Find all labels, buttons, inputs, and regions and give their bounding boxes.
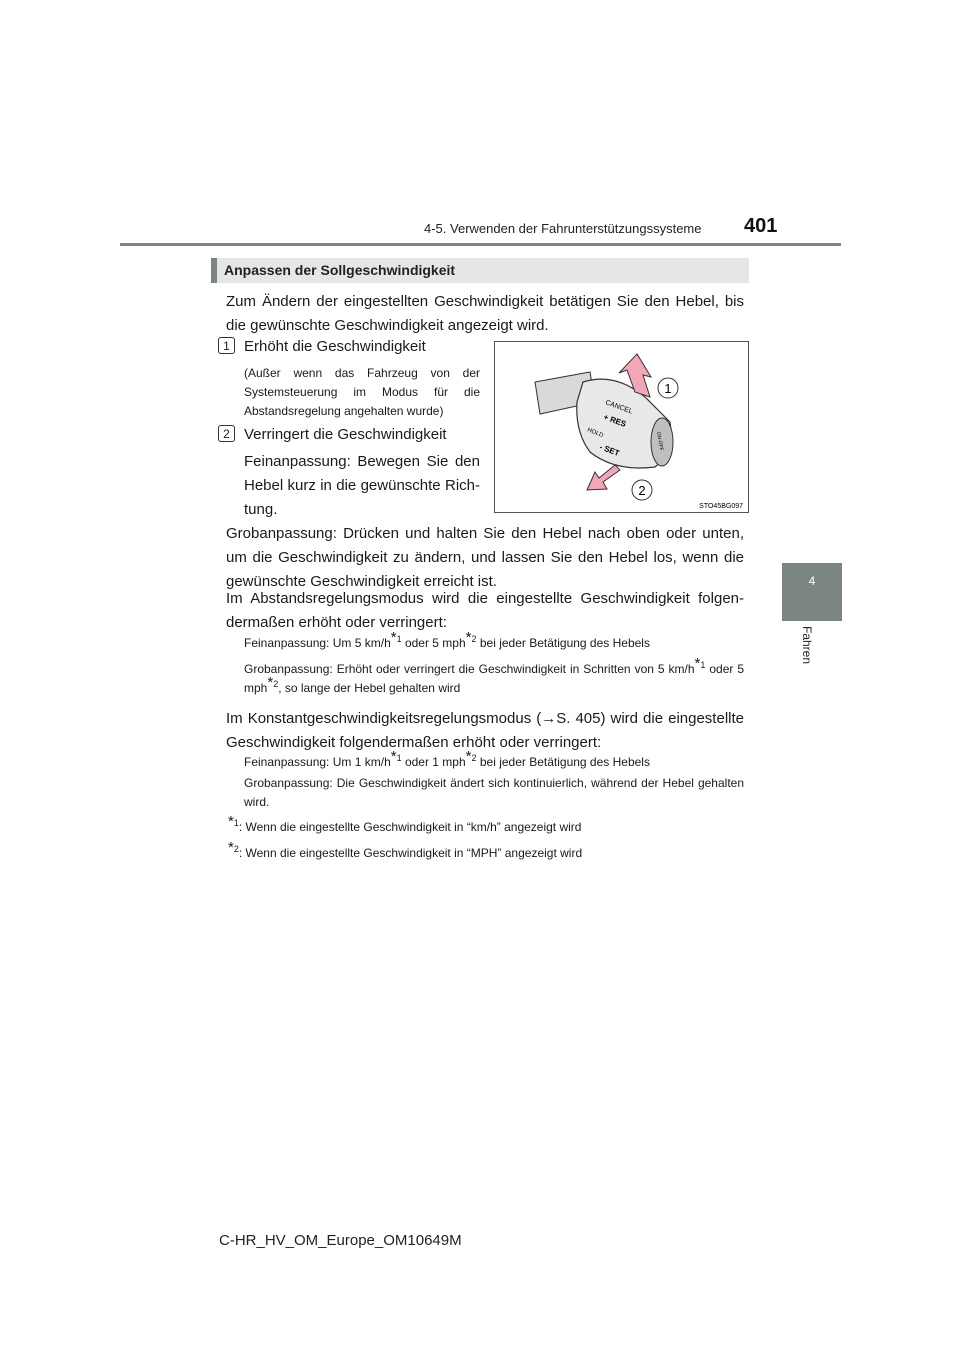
footnote-text-1: : Wenn die eingestellte Geschwindigkeit in “km/h” angezeigt wird bbox=[238, 820, 582, 834]
label-set: - SET bbox=[598, 442, 621, 458]
label-cancel: CANCEL bbox=[604, 399, 634, 416]
item-title-1: Erhöht die Geschwindigkeit bbox=[244, 338, 426, 355]
lever-figure bbox=[494, 341, 749, 513]
footnote-num-2: 2 bbox=[233, 844, 239, 854]
constant-coarse-line: Grobanpassung: Die Geschwindigkeit ändert sich kontinuierlich, während der Hebel gehalten wird. bbox=[244, 776, 744, 809]
lever-illustration bbox=[495, 342, 748, 512]
footnote-ref-2: 2 bbox=[471, 753, 477, 763]
footnote-ref-2: 2 bbox=[471, 634, 477, 644]
distance-coarse-line bbox=[244, 655, 745, 698]
footnote-marker: * bbox=[267, 674, 274, 691]
label-hold: HOLD bbox=[586, 427, 604, 440]
distance-fine-c: bei jeder Betätigung des Hebels bbox=[476, 636, 650, 650]
constant-fine-line bbox=[244, 748, 744, 772]
footnote-ref-2: 2 bbox=[273, 679, 279, 689]
footnote-ref-1: 1 bbox=[396, 634, 402, 644]
chapter-number: 4 bbox=[808, 574, 816, 588]
constant-fine-a: Feinanpassung: Um 1 km/h bbox=[244, 755, 391, 769]
footnote-marker: * bbox=[465, 748, 472, 765]
constant-mode-paragraph: Im Konstantgeschwindigkeitsregelungsmodus (→S. 405) wird die eingestellte Geschwindigkeit folgendermaßen erhöht oder verringert: bbox=[226, 710, 744, 751]
constant-fine-c: bei jeder Betätigung des Hebels bbox=[476, 755, 650, 769]
footnote-marker: * bbox=[390, 748, 397, 765]
arrow-down bbox=[587, 465, 620, 490]
page-number: 401 bbox=[744, 215, 778, 237]
footnote-marker: * bbox=[694, 655, 701, 672]
distance-fine-line bbox=[244, 629, 744, 653]
footnote-2 bbox=[228, 839, 748, 863]
footnote-ref-1: 1 bbox=[396, 753, 402, 763]
footnote-text-2: : Wenn die eingestellte Geschwindigkeit in “MPH” angezeigt wird bbox=[238, 846, 583, 860]
item-title-2: Verringert die Geschwindigkeit bbox=[244, 426, 447, 443]
label-on-off: ON-OFF bbox=[655, 431, 665, 452]
footnote-marker: * bbox=[465, 629, 472, 646]
distance-coarse-b: oder 5 mph bbox=[244, 662, 745, 695]
distance-fine-a: Feinanpassung: Um 5 km/h bbox=[244, 636, 391, 650]
distance-coarse-c: , so lange der Hebel gehalten wird bbox=[278, 681, 461, 695]
distance-coarse-a: Grobanpassung: Erhöht oder verringert die Geschwindigkeit in Schritten von 5 km/h bbox=[244, 662, 695, 676]
section-title: Anpassen der Sollgeschwindigkeit bbox=[224, 262, 456, 278]
footnote-ref-1: 1 bbox=[700, 660, 706, 670]
item-badge-2: 2 bbox=[218, 425, 235, 442]
callout-2-label: 2 bbox=[638, 483, 646, 498]
item-badge-1: 1 bbox=[218, 337, 235, 354]
chapter-label: Fahren bbox=[800, 626, 814, 665]
header-rule bbox=[120, 243, 841, 246]
label-res: + RES bbox=[602, 412, 628, 429]
document-footer: C-HR_HV_OM_Europe_OM10649M bbox=[219, 1232, 462, 1249]
figure-code: STO45BG097 bbox=[699, 503, 743, 510]
distance-fine-b: oder 5 mph bbox=[401, 636, 466, 650]
coarse-adjust-paragraph: Grobanpassung: Drücken und halten Sie den Hebel nach oben oder unten, um die Geschwindigkeit zu ändern, und lassen Sie den Hebel los, wenn die gewünschte Geschwindigkeit erreicht ist. bbox=[226, 525, 744, 590]
footnote-marker: * bbox=[228, 839, 234, 856]
chapter-tab bbox=[782, 563, 842, 621]
section-heading-bar bbox=[211, 258, 217, 283]
footnote-num-1: 1 bbox=[233, 818, 239, 828]
fine-adjust-paragraph: Feinanpassung: Bewegen Sie den Hebel kurz in die gewünschte Rich-tung. bbox=[244, 453, 480, 518]
footnote-marker: * bbox=[390, 629, 397, 646]
footnote-1 bbox=[228, 813, 748, 837]
footnote-marker: * bbox=[228, 813, 234, 830]
item-note-1: (Außer wenn das Fahrzeug von der Systemsteuerung im Modus für die Abstandsregelung angehalten wurde) bbox=[244, 366, 480, 418]
running-header: 4-5. Verwenden der Fahrunterstützungssysteme bbox=[424, 221, 702, 236]
intro-paragraph: Zum Ändern der eingestellten Geschwindigkeit betätigen Sie den Hebel, bis die gewünschte Geschwindigkeit angezeigt wird. bbox=[226, 293, 744, 334]
distance-mode-paragraph: Im Abstandsregelungsmodus wird die eingestellte Geschwindigkeit folgen-dermaßen erhöht oder verringert: bbox=[226, 590, 744, 631]
constant-fine-b: oder 1 mph bbox=[401, 755, 466, 769]
callout-1-label: 1 bbox=[664, 381, 672, 396]
